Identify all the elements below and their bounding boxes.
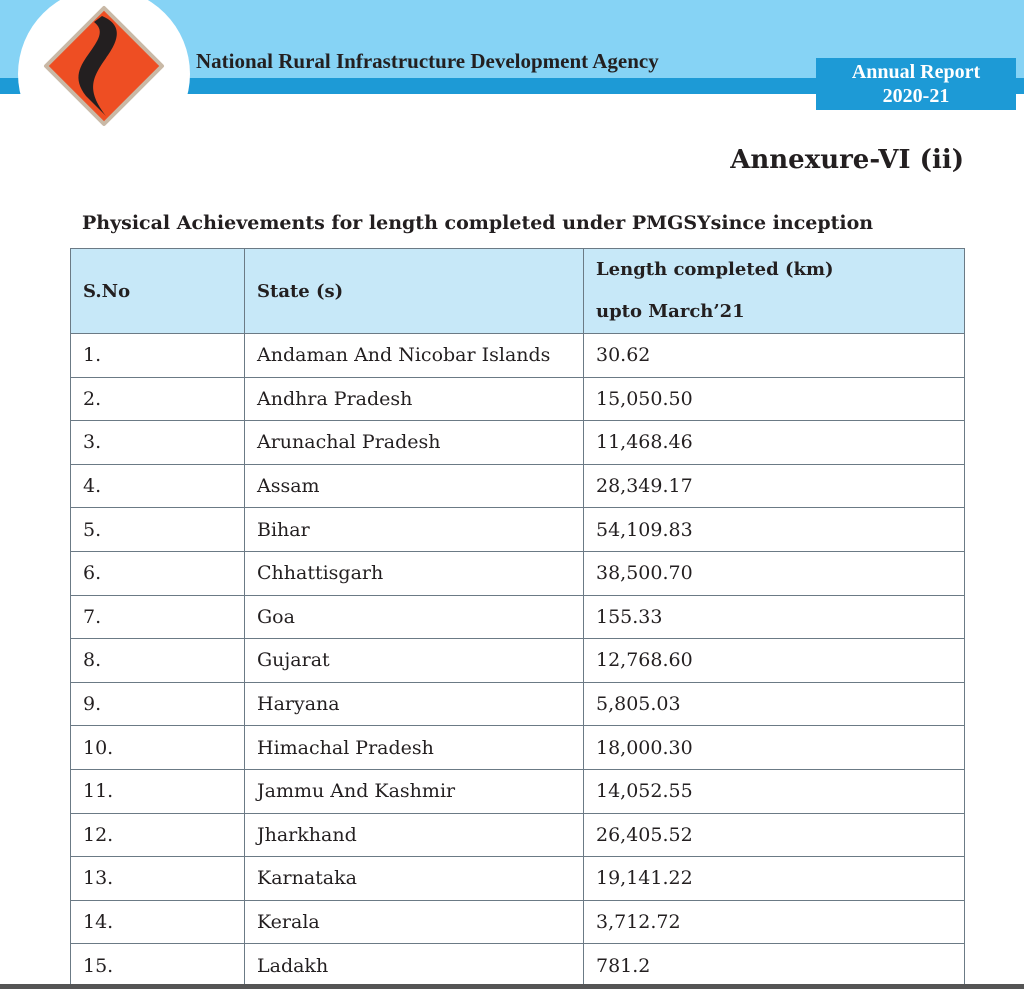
annexure-label: Annexure-VI (ii) <box>730 145 964 175</box>
cell-sno: 6. <box>71 551 245 595</box>
cell-sno: 1. <box>71 334 245 378</box>
annual-report-label: Annual Report <box>851 61 981 83</box>
cell-length: 14,052.55 <box>584 769 965 813</box>
column-header-sno: S.No <box>71 249 245 334</box>
table-row <box>71 900 965 944</box>
table-row <box>71 595 965 639</box>
cell-sno: 3. <box>71 421 245 465</box>
cell-sno: 8. <box>71 639 245 683</box>
road-logo-icon <box>42 4 166 128</box>
cell-length: 155.33 <box>584 595 965 639</box>
annual-report-badge <box>816 58 1016 110</box>
cell-length: 781.2 <box>584 944 965 988</box>
cell-state: Karnataka <box>245 857 584 901</box>
column-header-state: State (s) <box>245 249 584 334</box>
cell-length: 30.62 <box>584 334 965 378</box>
cell-state: Gujarat <box>245 639 584 683</box>
cell-length: 11,468.46 <box>584 421 965 465</box>
cell-state: Assam <box>245 464 584 508</box>
cell-state: Bihar <box>245 508 584 552</box>
cell-sno: 9. <box>71 682 245 726</box>
table-row <box>71 508 965 552</box>
table-body <box>71 334 965 988</box>
cell-state: Himachal Pradesh <box>245 726 584 770</box>
cell-sno: 2. <box>71 377 245 421</box>
table-row <box>71 377 965 421</box>
cell-length: 12,768.60 <box>584 639 965 683</box>
cell-sno: 11. <box>71 769 245 813</box>
cell-state: Ladakh <box>245 944 584 988</box>
table-row <box>71 334 965 378</box>
cell-length: 19,141.22 <box>584 857 965 901</box>
cell-sno: 15. <box>71 944 245 988</box>
cell-state: Arunachal Pradesh <box>245 421 584 465</box>
cell-sno: 14. <box>71 900 245 944</box>
table-row <box>71 726 965 770</box>
page-bottom-border <box>0 984 1024 989</box>
cell-length: 54,109.83 <box>584 508 965 552</box>
cell-length: 28,349.17 <box>584 464 965 508</box>
cell-length: 3,712.72 <box>584 900 965 944</box>
table-header-row <box>71 249 965 334</box>
table-title: Physical Achievements for length completed under PMGSYsince inception <box>82 212 874 234</box>
cell-length: 5,805.03 <box>584 682 965 726</box>
cell-sno: 4. <box>71 464 245 508</box>
table-row <box>71 769 965 813</box>
cell-state: Goa <box>245 595 584 639</box>
cell-sno: 5. <box>71 508 245 552</box>
cell-state: Kerala <box>245 900 584 944</box>
cell-sno: 7. <box>71 595 245 639</box>
cell-sno: 10. <box>71 726 245 770</box>
column-header-length <box>584 249 965 334</box>
cell-state: Haryana <box>245 682 584 726</box>
cell-length: 18,000.30 <box>584 726 965 770</box>
table-row <box>71 551 965 595</box>
cell-length: 15,050.50 <box>584 377 965 421</box>
table-row <box>71 464 965 508</box>
annual-report-year: 2020-21 <box>882 85 950 107</box>
column-header-length-line2: upto March’21 <box>596 301 745 322</box>
cell-state: Andaman And Nicobar Islands <box>245 334 584 378</box>
cell-state: Jammu And Kashmir <box>245 769 584 813</box>
achievements-table <box>70 248 965 988</box>
table-row <box>71 857 965 901</box>
cell-sno: 13. <box>71 857 245 901</box>
column-header-length-line1: Length completed (km) <box>596 259 834 280</box>
agency-name: National Rural Infrastructure Development Agency <box>196 49 659 73</box>
table-row <box>71 813 965 857</box>
cell-state: Chhattisgarh <box>245 551 584 595</box>
cell-state: Jharkhand <box>245 813 584 857</box>
cell-sno: 12. <box>71 813 245 857</box>
table-row <box>71 944 965 988</box>
table-row <box>71 421 965 465</box>
table-row <box>71 682 965 726</box>
table-row <box>71 639 965 683</box>
cell-length: 26,405.52 <box>584 813 965 857</box>
cell-length: 38,500.70 <box>584 551 965 595</box>
cell-state: Andhra Pradesh <box>245 377 584 421</box>
